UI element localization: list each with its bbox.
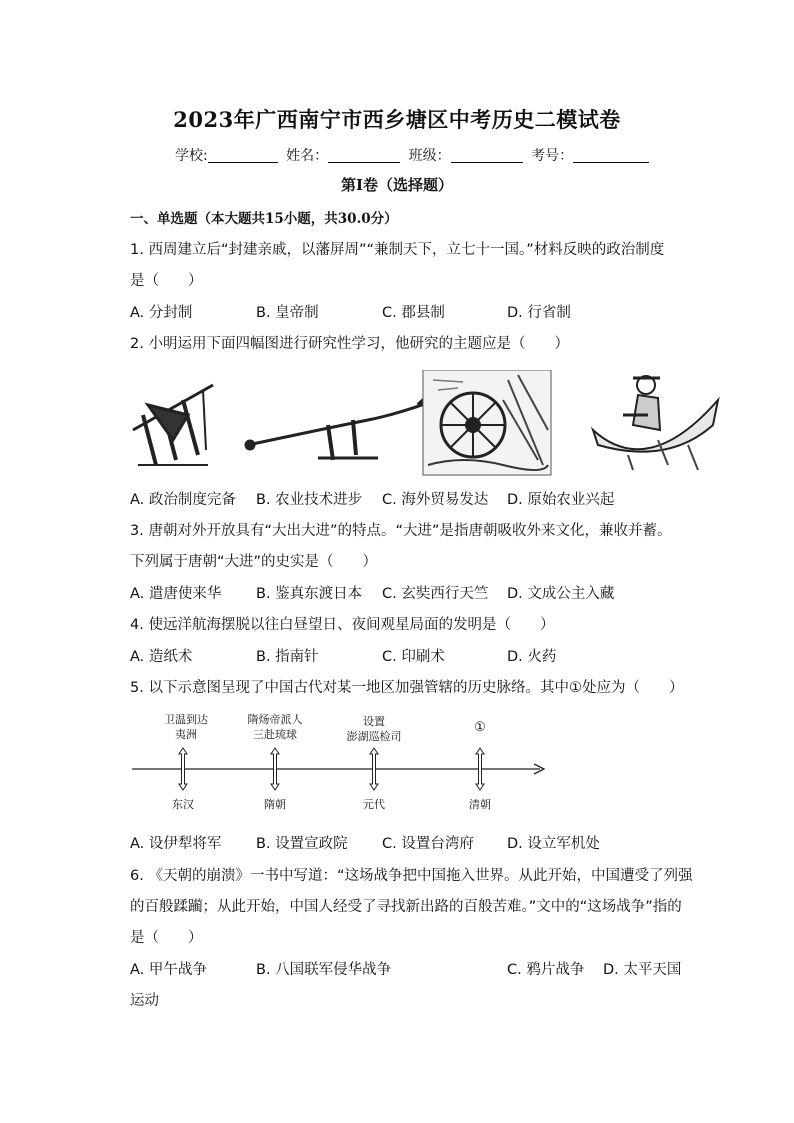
timeline-period-1: 东汉	[172, 798, 194, 811]
class-label: 班级：	[408, 148, 451, 164]
q6-stem-line1: 6. 《天朝的崩溃》一书中写道：“这场战争把中国拖入世界。从此开始，中国遭受了列强	[130, 868, 693, 884]
part-heading: 一、单选题（本大题共15小题，共30.0分）	[130, 211, 398, 227]
q1-option-c[interactable]: C. 郡县制	[382, 305, 445, 321]
q6-option-d[interactable]: D. 太平天国	[603, 962, 682, 978]
plough-image	[133, 385, 213, 465]
q6-option-c[interactable]: C. 鸦片战争	[507, 962, 585, 978]
q2-figures	[128, 370, 728, 480]
q2-option-b[interactable]: B. 农业技术进步	[256, 492, 363, 508]
q2-stem-line1: 2. 小明运用下面四幅图进行研究性学习，他研究的主题应是（ ）	[130, 336, 569, 352]
q6-option-d-continued: 运动	[130, 993, 159, 1009]
q3-stem-line2: 下列属于唐朝“大进”的史实是（ ）	[130, 554, 378, 570]
q5-timeline	[128, 706, 553, 816]
q2-option-a[interactable]: A. 政治制度完备	[130, 492, 236, 508]
timeline-period-2: 隋朝	[264, 798, 286, 811]
class-blank	[451, 148, 523, 163]
q6-stem-line3: 是（ ）	[130, 930, 203, 946]
timeline-event-4: ①	[474, 720, 486, 735]
q6-stem-line2: 的百般蹂躏；从此开始，中国人经受了寻找新出路的百般苦难。”文中的“这场战争”指的	[130, 899, 682, 915]
section-title: 第I卷（选择题）	[340, 176, 454, 194]
number-label: 考号：	[531, 148, 574, 164]
q2-option-c[interactable]: C. 海外贸易发达	[382, 492, 489, 508]
q1-option-d[interactable]: D. 行省制	[507, 305, 571, 321]
q5-option-c[interactable]: C. 设置台湾府	[382, 836, 474, 852]
q5-option-a[interactable]: A. 设伊犁将军	[130, 836, 222, 852]
name-blank	[328, 148, 400, 163]
name-label: 姓名：	[286, 148, 329, 164]
farmer-boat-image	[593, 376, 718, 470]
timeline-event-3: 设置 澎湖巡检司	[346, 715, 402, 743]
q1-stem-line1: 1. 西周建立后“封建亲戚，以藩屏周”“兼制天下，立七十一国。”材料反映的政治制度	[130, 242, 665, 258]
q4-option-a[interactable]: A. 造纸术	[130, 649, 193, 665]
q4-option-b[interactable]: B. 指南针	[256, 649, 319, 665]
q1-option-a[interactable]: A. 分封制	[130, 305, 193, 321]
q1-stem-line2: 是（ ）	[130, 273, 203, 289]
school-blank	[208, 148, 278, 163]
q6-option-b[interactable]: B. 八国联军侵华战争	[256, 962, 392, 978]
q5-option-b[interactable]: B. 设置宣政院	[256, 836, 348, 852]
q5-option-d[interactable]: D. 设立军机处	[507, 836, 600, 852]
timeline-period-3: 元代	[363, 798, 385, 811]
timeline-event-2: 隋炀帝派人 三赴琉球	[247, 713, 303, 741]
q4-stem-line1: 4. 使远洋航海摆脱以往白昼望日、夜间观星局面的发明是（ ）	[130, 617, 555, 633]
q3-option-a[interactable]: A. 遣唐使来华	[130, 586, 222, 602]
q6-option-a[interactable]: A. 甲午战争	[130, 962, 207, 978]
q3-option-b[interactable]: B. 鉴真东渡日本	[256, 586, 363, 602]
q1-option-b[interactable]: B. 皇帝制	[256, 305, 319, 321]
q3-option-c[interactable]: C. 玄奘西行天竺	[382, 586, 489, 602]
q2-option-d[interactable]: D. 原始农业兴起	[507, 492, 615, 508]
number-blank	[573, 148, 649, 163]
timeline-event-1: 卫温到达 夷洲	[164, 713, 208, 741]
timeline-period-4: 清朝	[469, 798, 491, 811]
waterwheel-image	[423, 370, 551, 475]
q4-option-c[interactable]: C. 印刷术	[382, 649, 445, 665]
q3-stem-line1: 3. 唐朝对外开放具有“大出大进”的特点。“大进”是指唐朝吸收外来文化，兼收并蓄。	[130, 523, 672, 539]
q4-option-d[interactable]: D. 火药	[507, 649, 557, 665]
q3-option-d[interactable]: D. 文成公主入藏	[507, 586, 615, 602]
student-info-line	[175, 145, 653, 165]
q5-stem-line1: 5. 以下示意图呈现了中国古代对某一地区加强管辖的历史脉络。其中①处应为（ ）	[130, 680, 684, 696]
school-label: 学校:	[175, 148, 208, 164]
exam-title: 2023年广西南宁市西乡塘区中考历史二模试卷	[173, 107, 621, 132]
